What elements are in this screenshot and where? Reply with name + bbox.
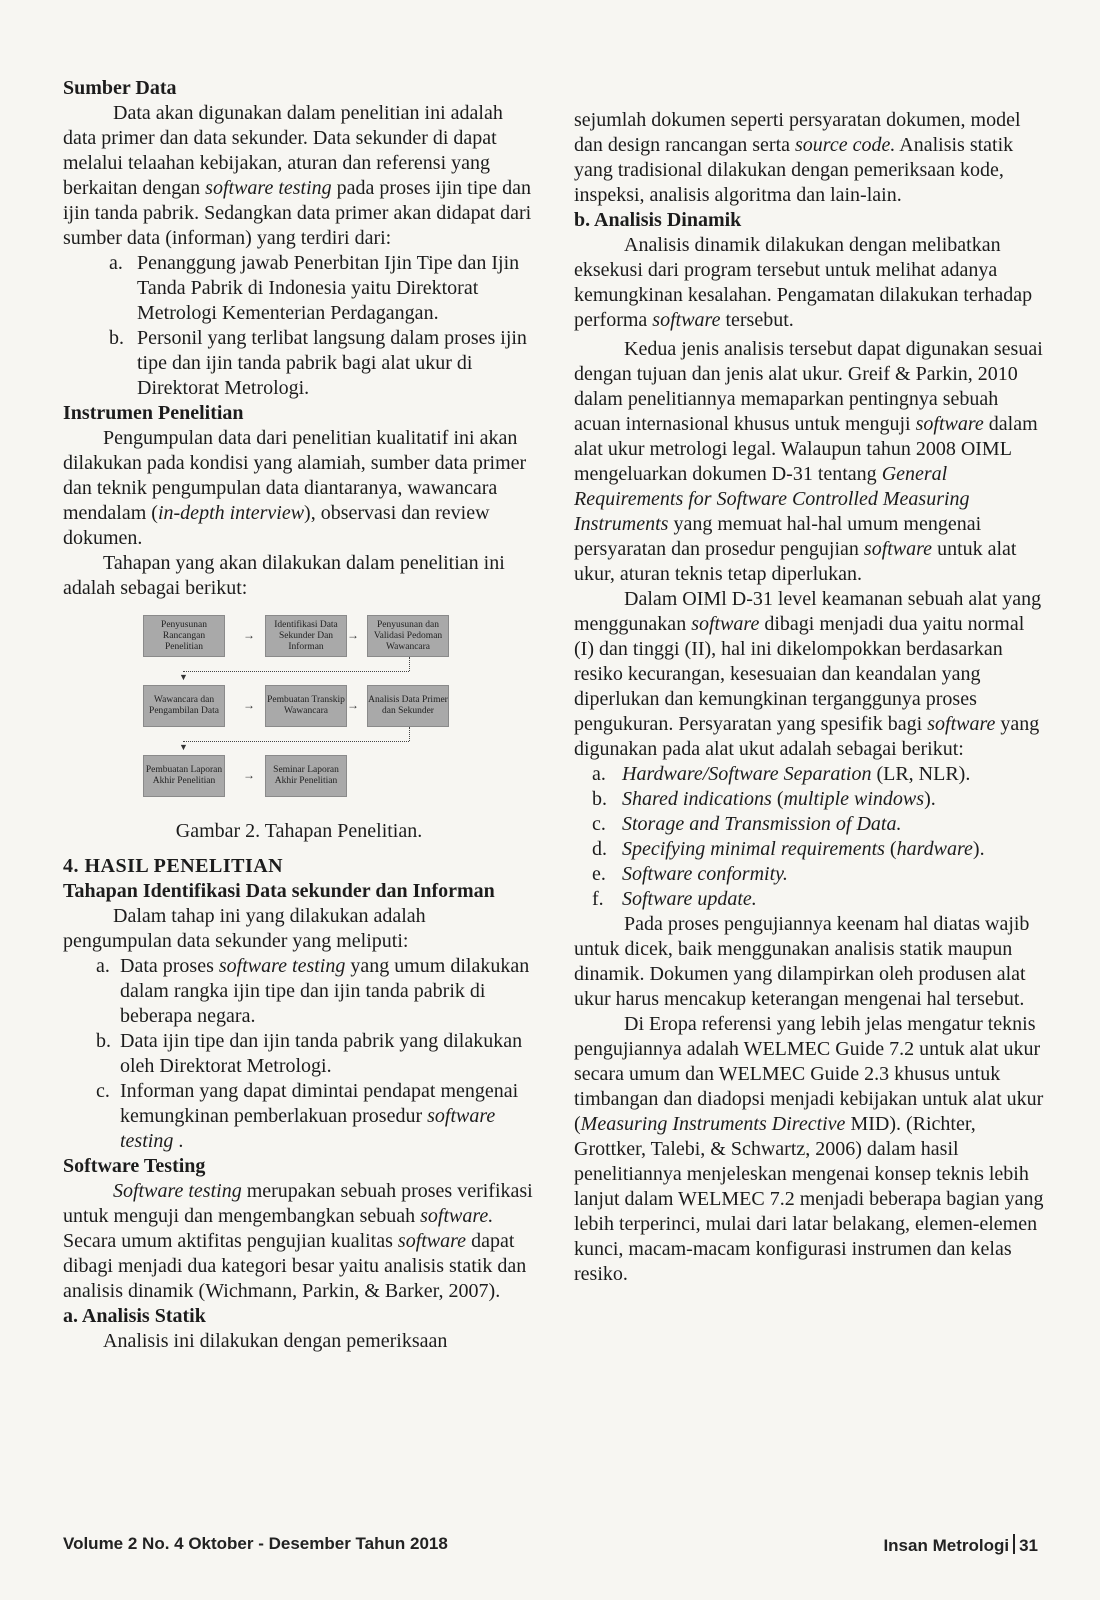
requirements-list [574, 762, 1044, 912]
paragraph-kedua-jenis: Kedua jenis analisis tersebut dapat digunakan sesuai dengan tujuan dan jenis alat ukur. Greif & Parkin, 2010 dalam penelitiannya memaparkan pentingnya sebuah acuan internasional khusus untuk menguji software dalam alat ukur metrologi legal. Walaupun tahun 2008 OIML mengeluarkan dokumen D-31 tentang General Requirements for Software Controlled Measuring Instruments yang memuat hal-hal umum mengenai persyaratan dan prosedur pengujian software untuk alat ukur, aturan teknis tetap diperlukan. [574, 338, 1043, 585]
figure-box: Penyusunan dan Validasi Pedoman Wawancara [367, 615, 449, 657]
connector-line [409, 657, 410, 671]
arrow-right-icon: → [243, 698, 255, 712]
list-item: b. Shared indications (multiple windows). [592, 788, 936, 810]
paragraph-eropa: Di Eropa referensi yang lebih jelas mengatur teknis pengujiannya adalah WELMEC Guide 7.2 untuk alat ukur secara umum dan WELMEC Guide 2.3 khusus untuk timbangan dan diadopsi menjadi kebijakan untuk alat ukur (Measuring Instruments Directive MID). (Richter, Grottker, Talebi, & Schwartz, 2006) dalam hasil penelitiannya menjeleskan mengenai konsep teknis lebih lanjut dalam WELMEC 7.2 menjadi beberapa bagian yang lebih terperinci, mulai dari latar belakang, elemen-elemen kunci, macam-macam konfigurasi instrumen dan kelas resiko. [574, 1013, 1044, 1285]
sekunder-list [63, 954, 535, 1154]
subsection-heading-analisis-dinamik: b. Analisis Dinamik [574, 209, 742, 231]
subsection-heading-tahapan: Tahapan Identifikasi Data sekunder dan Informan [63, 880, 495, 902]
section-heading-hasil: 4. HASIL PENELITIAN [63, 855, 284, 877]
list-item: e. Software conformity. [592, 863, 788, 885]
subsection-heading-analisis-statik: a. Analisis Statik [63, 1305, 206, 1327]
figure-box: Seminar Laporan Akhir Penelitian [265, 755, 347, 797]
left-column [63, 76, 535, 1354]
list-item: b. Personil yang terlibat langsung dalam proses ijin tipe dan ijin tanda pabrik bagi alat ukur di Direktorat Metrologi. [109, 327, 527, 399]
paragraph-sumber-data: Data akan digunakan dalam penelitian ini adalah data primer dan data sekunder. Data sekunder di dapat melalui telaahan kebijakan, aturan dan referensi yang berkaitan dengan software testing pada proses ijin tipe dan ijin tanda pabrik. Sedangkan data primer akan didapat dari sumber data (informan) yang terdiri dari: [63, 102, 532, 249]
list-item: a. Data proses software testing yang umum dilakukan dalam rangka ijin tipe dan ijin tanda pabrik di beberapa negara. [96, 955, 530, 1027]
list-item: f. Software update. [592, 888, 757, 910]
figure-box: Analisis Data Primer dan Sekunder [367, 685, 449, 727]
informan-list [63, 251, 535, 401]
figure-box: Pembuatan Laporan Akhir Penelitian [143, 755, 225, 797]
figure-box: Wawancara dan Pengambilan Data [143, 685, 225, 727]
paragraph-software-testing: Software testing merupakan sebuah proses verifikasi untuk menguji dan mengembangkan sebuah software. Secara umum aktifitas pengujian kualitas software dapat dibagi menjadi dua kategori besar yaitu analisis statik dan analisis dinamik (Wichmann, Parkin, & Barker, 2007). [63, 1180, 533, 1302]
arrow-right-icon: → [243, 768, 255, 782]
paragraph-statik-continued: sejumlah dokumen seperti persyaratan dokumen, model dan design rancangan serta source code. Analisis statik yang tradisional dilakukan dengan pemeriksaan kode, inspeksi, analisis algoritma dan lain-lain. [574, 109, 1021, 206]
paragraph-analisis-statik: Analisis ini dilakukan dengan pemeriksaan [103, 1330, 448, 1352]
arrow-down-icon: ▼ [179, 742, 188, 752]
section-heading-instrumen: Instrumen Penelitian [63, 402, 244, 424]
connector-line [409, 727, 410, 741]
figure-box: Penyusunan Rancangan Penelitian [143, 615, 225, 657]
figure-box: Identifikasi Data Sekunder Dan Informan [265, 615, 347, 657]
subsection-heading-software-testing: Software Testing [63, 1155, 206, 1177]
footer-divider [1013, 1534, 1015, 1554]
list-item: c. Storage and Transmission of Data. [592, 813, 902, 835]
paragraph-tahapan: Tahapan yang akan dilakukan dalam penelitian ini adalah sebagai berikut: [63, 552, 505, 599]
research-stages-figure [103, 615, 523, 815]
paragraph-pengujian: Pada proses pengujiannya keenam hal diatas wajib untuk dicek, baik menggunakan analisis statik maupun dinamik. Dokumen yang dilampirkan oleh produsen alat ukur harus mencakup keterangan mengenai hal tersebut. [574, 913, 1030, 1010]
connector-line [183, 671, 409, 672]
paragraph-instrumen: Pengumpulan data dari penelitian kualitatif ini akan dilakukan pada kondisi yang alamiah, sumber data primer dan teknik pengumpulan data diantaranya, wawancara mendalam (in-depth interview), observasi dan review dokumen. [63, 427, 527, 549]
arrow-right-icon: → [347, 698, 359, 712]
section-heading-sumber-data: Sumber Data [63, 77, 177, 99]
connector-line [183, 741, 409, 742]
paragraph-tahapan-identifikasi: Dalam tahap ini yang dilakukan adalah pengumpulan data sekunder yang meliputi: [63, 905, 426, 952]
paragraph-oiml: Dalam OIMl D-31 level keamanan sebuah alat yang menggunakan software dibagi menjadi dua yaitu normal (I) dan tinggi (II), hal ini dikelompokkan berdasarkan resiko kecurangan, kesesuaian dan keandalan yang diperlukan dan kemungkinan terganggunya proses pengukuran. Persyaratan yang spesifik bagi software yang digunakan pada alat ukut adalah sebagai berikut: [574, 588, 1042, 760]
right-column [574, 76, 1044, 1287]
figure-box: Pembuatan Transkip Wawancara [265, 685, 347, 727]
list-item: a. Penanggung jawab Penerbitan Ijin Tipe dan Ijin Tanda Pabrik di Indonesia yaitu Direktorat Metrologi Kementerian Perdagangan. [109, 252, 520, 324]
list-item: a. Hardware/Software Separation (LR, NLR). [592, 763, 971, 785]
paragraph-analisis-dinamik: Analisis dinamik dilakukan dengan melibatkan eksekusi dari program tersebut untuk melihat adanya kemungkinan kesalahan. Pengamatan dilakukan terhadap performa software tersebut. [574, 234, 1033, 331]
list-item: b. Data ijin tipe dan ijin tanda pabrik yang dilakukan oleh Direktorat Metrologi. [96, 1030, 523, 1077]
figure-caption: Gambar 2. Tahapan Penelitian. [175, 820, 423, 842]
list-item: c. Informan yang dapat dimintai pendapat mengenai kemungkinan pemberlakuan prosedur software testing . [96, 1080, 519, 1152]
page-number: 31 [1019, 1536, 1038, 1555]
footer-volume: Volume 2 No. 4 Oktober - Desember Tahun 2018 [63, 1534, 448, 1553]
arrow-right-icon: → [243, 628, 255, 642]
footer-journal: Insan Metrologi 31 [883, 1536, 1038, 1555]
list-item: d. Specifying minimal requirements (hardware). [592, 838, 985, 860]
arrow-down-icon: ▼ [179, 672, 188, 682]
arrow-right-icon: → [347, 628, 359, 642]
